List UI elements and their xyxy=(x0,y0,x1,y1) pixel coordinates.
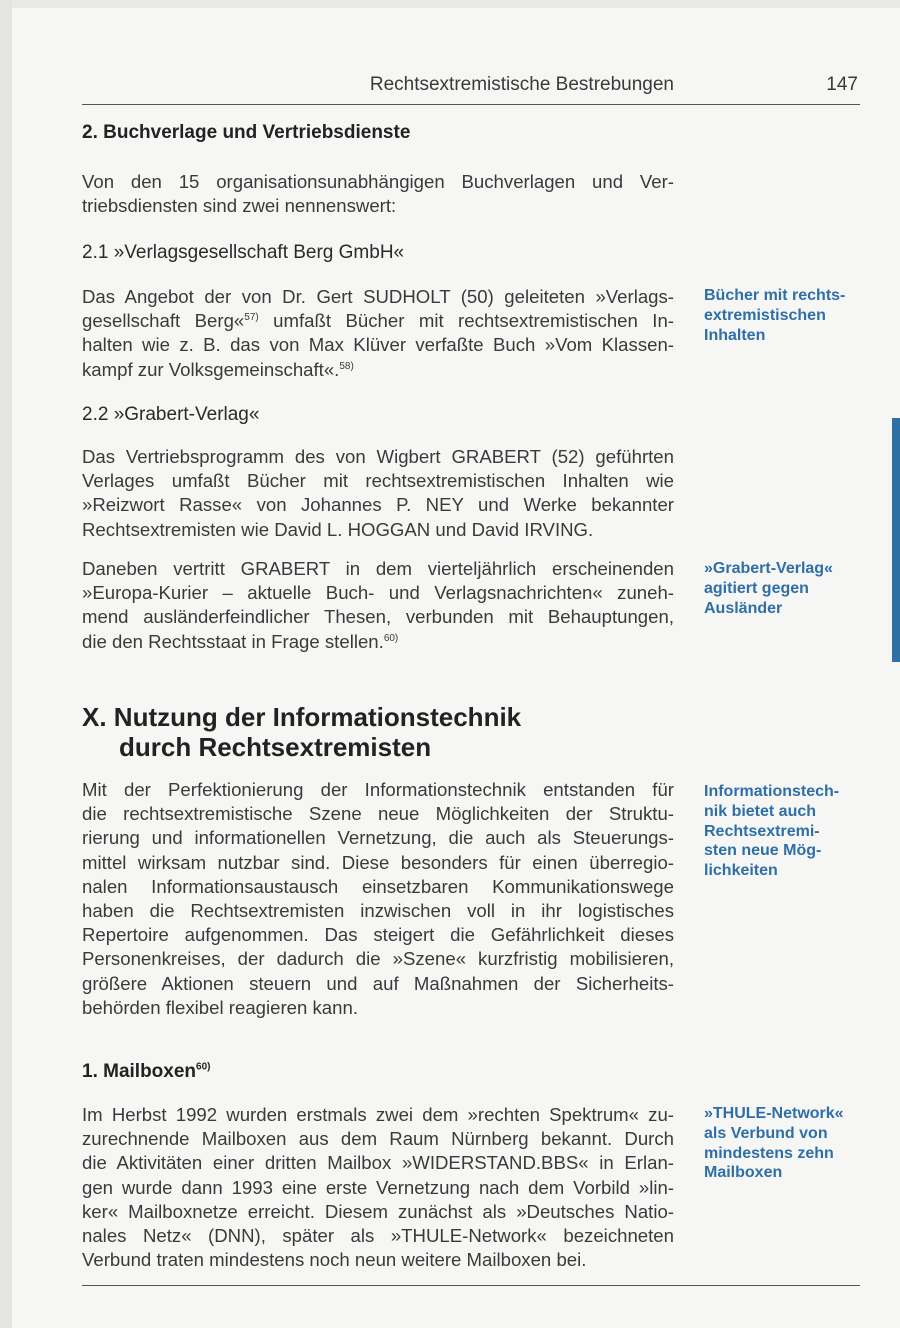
text-line: halten wie z. B. das von Max Klüver verfaßte Buch »Vom Klassen- xyxy=(82,334,674,356)
margin-note-line: sten neue Mög- xyxy=(704,842,822,860)
text-line: »Reizwort Rasse« von Johannes P. NEY und Werke bekannter xyxy=(82,494,674,516)
text-fragment: gesellschaft Berg« xyxy=(82,310,245,332)
text-line: Von den 15 organisationsunabhängigen Buchverlagen und Ver- xyxy=(82,171,674,192)
text-line: rierung und informationellen Vernetzung, die auch als Steuerungs- xyxy=(82,827,674,849)
margin-note-line: extremistischen xyxy=(704,306,826,324)
text-line: Rechtsextremisten wie David L. HOGGAN und David IRVING. xyxy=(82,518,594,540)
margin-note-line: mindestens zehn xyxy=(704,1144,834,1162)
chapter-heading-line-1: X. Nutzung der Informationstechnik xyxy=(82,702,522,732)
text-line: Verbund traten mindestens noch neun weitere Mailboxen bei. xyxy=(82,1249,587,1271)
text-fragment: umfaßt Bücher mit rechtsextremistischen In- xyxy=(258,310,674,332)
running-title: Rechtsextremistische Bestrebungen xyxy=(369,74,674,95)
footnote-ref-57: 57) xyxy=(244,312,259,323)
margin-note-books xyxy=(704,286,864,345)
text-line: gen wurde dann 1993 eine erste Vernetzung nach dem Vorbild »lin- xyxy=(82,1176,674,1198)
mailbox-paragraph xyxy=(82,1103,674,1272)
text-line: behörden flexibel reagieren kann. xyxy=(82,996,359,1018)
margin-note-thule xyxy=(704,1104,864,1183)
margin-note-line: lichkeiten xyxy=(704,862,778,880)
text-line xyxy=(82,358,674,382)
subsection-2-2-heading: 2.2 »Grabert-Verlag« xyxy=(82,404,260,425)
mailbox-heading-text: 1. Mailboxen xyxy=(82,1061,197,1082)
subsection-2-2-paragraph-2 xyxy=(82,557,674,654)
margin-note-line: nik bietet auch xyxy=(704,802,817,820)
section-2-heading: 2. Buchverlage und Vertriebsdienste xyxy=(82,122,411,143)
page-gutter-edge xyxy=(0,0,12,1328)
text-line: zurechnende Mailboxen aus dem Raum Nürnberg bekannt. Durch xyxy=(82,1128,674,1150)
chapter-tab-marker xyxy=(892,418,900,662)
chapter-intro-paragraph xyxy=(82,778,674,1020)
text-line: »Europa-Kurier – aktuelle Buch- und Verlagsnachrichten« zuneh- xyxy=(82,582,674,604)
footnote-ref-58: 58) xyxy=(339,360,354,372)
margin-note-line: Ausländer xyxy=(704,599,783,617)
subsection-2-1-paragraph xyxy=(82,285,674,382)
margin-note-line: »Grabert-Verlag« xyxy=(704,560,833,577)
text-line xyxy=(82,630,674,654)
page-number: 147 xyxy=(826,74,858,95)
header-rule xyxy=(82,104,860,105)
text-line: mend ausländerfeindlicher Thesen, verbunden mit Behauptungen, xyxy=(82,606,674,628)
footer-rule xyxy=(82,1285,860,1286)
text-line: mittel wirksam nutzbar sind. Diese besonders für einen überregio- xyxy=(82,851,674,873)
footnote-ref-60: 60) xyxy=(383,632,399,644)
text-line: Im Herbst 1992 wurden erstmals zwei dem »rechten Spektrum« zu- xyxy=(82,1104,674,1125)
mailbox-heading xyxy=(82,1061,210,1083)
text-line: die Aktivitäten einer dritten Mailbox »WIDERSTAND.BBS« in Erlan- xyxy=(82,1152,674,1174)
text-line: nales Netz« (DNN), später als »THULE-Network« bezeichneten xyxy=(82,1224,674,1246)
chapter-heading xyxy=(82,702,521,762)
chapter-heading-line-2: durch Rechtsextremisten xyxy=(119,732,432,762)
text-line: größere Aktionen steuern und auf Maßnahmen der Sicherheits- xyxy=(82,972,674,994)
text-fragment: kampf zur Volksgemeinschaft«. xyxy=(82,358,340,380)
margin-note-line: agitiert gegen xyxy=(704,579,809,597)
text-fragment: die den Rechtsstaat in Frage stellen. xyxy=(82,630,384,652)
text-line: Repertoire aufgenommen. Das steigert die Gefährlichkeit dieses xyxy=(82,924,674,946)
text-line: Daneben vertritt GRABERT in dem vierteljährlich erscheinenden xyxy=(82,558,674,579)
text-line: Verlages umfaßt Bücher mit rechtsextremistischen Inhalten wie xyxy=(82,470,674,492)
margin-note-line: Rechtsextremi- xyxy=(704,822,820,840)
margin-note-infotech xyxy=(704,782,864,881)
page-top-shade xyxy=(0,0,900,8)
text-line: ker« Mailboxnetze erreicht. Diesem zunächst als »Deutsches Natio- xyxy=(82,1200,674,1222)
text-line: triebsdiensten sind zwei nennenswert: xyxy=(82,195,397,217)
margin-note-line: Mailboxen xyxy=(704,1164,783,1182)
margin-note-line: als Verbund von xyxy=(704,1124,828,1142)
subsection-2-2-paragraph-1 xyxy=(82,445,674,542)
text-line: haben die Rechtsextremisten inzwischen voll in ihr logistisches xyxy=(82,899,674,921)
text-line: Mit der Perfektionierung der Informationstechnik entstanden für xyxy=(82,779,674,800)
subsection-2-1-heading: 2.1 »Verlagsgesellschaft Berg GmbH« xyxy=(82,242,405,263)
text-line xyxy=(82,309,674,333)
margin-note-grabert xyxy=(704,559,864,618)
text-line: Personenkreises, der dadurch die »Szene« kurzfristig mobilisieren, xyxy=(82,948,674,970)
margin-note-line: Informationstech- xyxy=(704,783,840,800)
text-line: die rechtsextremistische Szene neue Möglichkeiten der Struktu- xyxy=(82,803,674,825)
section-2-intro xyxy=(82,170,674,218)
footnote-ref-60: 60) xyxy=(196,1061,211,1073)
margin-note-line: Inhalten xyxy=(704,326,766,344)
margin-note-line: Bücher mit rechts- xyxy=(704,287,846,304)
text-line: Das Angebot der von Dr. Gert SUDHOLT (50) geleiteten »Verlags- xyxy=(82,286,674,307)
text-line: nalen Informationsaustausch einsetzbaren Kommunikationswege xyxy=(82,875,674,897)
text-line: Das Vertriebsprogramm des von Wigbert GRABERT (52) geführten xyxy=(82,446,674,467)
margin-note-line: »THULE-Network« xyxy=(704,1105,844,1122)
